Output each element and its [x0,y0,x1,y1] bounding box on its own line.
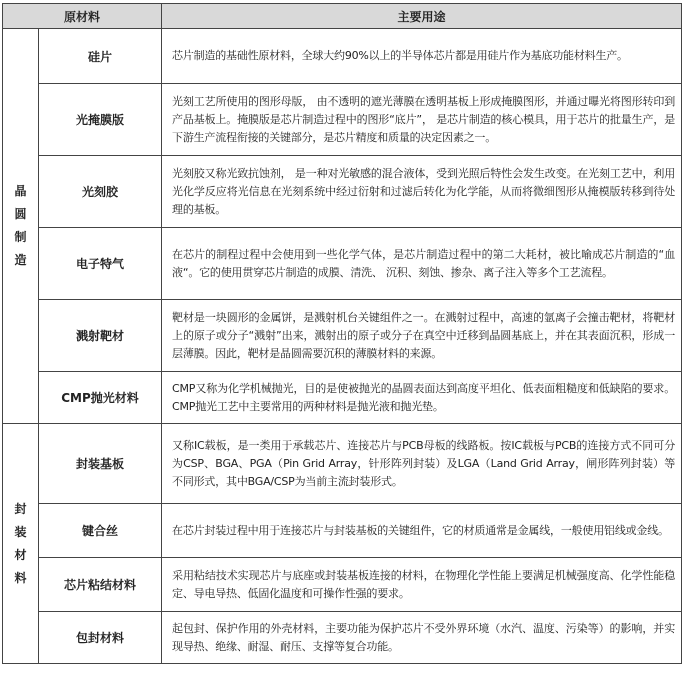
material-usage: 在芯片封装过程中用于连接芯片与封装基板的关键组件，它的材质通常是金属线，一般使用铝线或金线。 [162,504,682,558]
group-char: 造 [14,253,27,267]
material-name: 光刻胶 [39,156,162,228]
material-usage: 芯片制造的基础性原材料，全球大约90%以上的半导体芯片都是用硅片作为基底功能材料生产。 [162,29,682,84]
material-name: 键合丝 [39,504,162,558]
table-row [3,29,682,84]
table-row [3,84,682,156]
table-row [3,424,682,504]
material-usage: 光刻工艺所使用的图形母版， 由不透明的遮光薄膜在透明基板上形成掩膜图形，并通过曝光将图形转印到产品基板上。掩膜版是芯片制造过程中的图形“底片”， 是芯片制造的核心模具，用于芯片的批量生产，是下游生产流程衔接的关键部分，是芯片精度和质量的决定因素之一。 [162,84,682,156]
material-name: CMP抛光材料 [39,372,162,424]
material-usage: 采用粘结技术实现芯片与底座或封装基板连接的材料，在物理化学性能上要满足机械强度高、化学性能稳定、导电导热、低固化温度和可操作性强的要求。 [162,558,682,612]
group-char: 装 [14,524,27,539]
group-char: 封 [14,501,27,516]
material-name: 包封材料 [39,612,162,664]
material-usage: 靶材是一块圆形的金属饼，是溅射机台关键组件之一。在溅射过程中，高速的氩离子会撞击靶材，将靶材上的原子或分子“溅射”出来，溅射出的原子或分子在真空中迁移到晶圆基底上，并在其表面沉积，形成一层薄膜。因此，靶材是晶圆需要沉积的薄膜材料的来源。 [162,300,682,372]
material-name: 电子特气 [39,228,162,300]
table-row [3,300,682,372]
material-name: 光掩膜版 [39,84,162,156]
table-row [3,228,682,300]
material-name: 溅射靶材 [39,300,162,372]
group-char: 材 [14,547,27,562]
material-usage: 在芯片的制程过程中会使用到一些化学气体，是芯片制造过程中的第二大耗材，被比喻成芯片制造的“血液“。它的使用贯穿芯片制造的成膜、清洗、 沉积、刻蚀、掺杂、离子注入等多个工艺流程。 [162,228,682,300]
material-name: 芯片粘结材料 [39,558,162,612]
group-label-packaging [3,424,39,664]
table-row [3,612,682,664]
group-label-wafer [3,29,39,424]
material-name: 硅片 [39,29,162,84]
materials-table [2,3,682,664]
table-row [3,558,682,612]
group-char: 晶 [14,184,27,198]
table-header-row [3,4,682,29]
header-material: 原材料 [3,4,162,29]
table-row [3,156,682,228]
header-usage: 主要用途 [162,4,682,29]
material-usage: 起包封、保护作用的外壳材料，主要功能为保护芯片不受外界环境（水汽、温度、污染等）的影响，并实现导热、绝缘、耐湿、耐压、支撑等复合功能。 [162,612,682,664]
group-char: 圆 [14,207,27,221]
table-row [3,372,682,424]
material-usage: 又称IC载板，是一类用于承载芯片、连接芯片与PCB母板的线路板。按IC载板与PCB的连接方式不同可分为CSP、BGA、PGA（Pin Grid Array，针形阵列封装）及LGA（Land Grid Array，闸形阵列封装）等不同形式，其中BGA/CSP为当前主流封装形式。 [162,424,682,504]
material-usage: CMP又称为化学机械抛光，目的是使被抛光的晶圆表面达到高度平坦化、低表面粗糙度和低缺陷的要求。CMP抛光工艺中主要常用的两种材料是抛光液和抛光垫。 [162,372,682,424]
table-row [3,504,682,558]
material-usage: 光刻胶又称光致抗蚀剂， 是一种对光敏感的混合液体，受到光照后特性会发生改变。在光刻工艺中，利用光化学反应将光信息在光刻系统中经过衍射和过滤后转化为化学能，从而将微细图形从掩模版转移到待处理的基板。 [162,156,682,228]
material-name: 封装基板 [39,424,162,504]
group-char: 料 [14,570,27,585]
group-char: 制 [14,230,27,244]
